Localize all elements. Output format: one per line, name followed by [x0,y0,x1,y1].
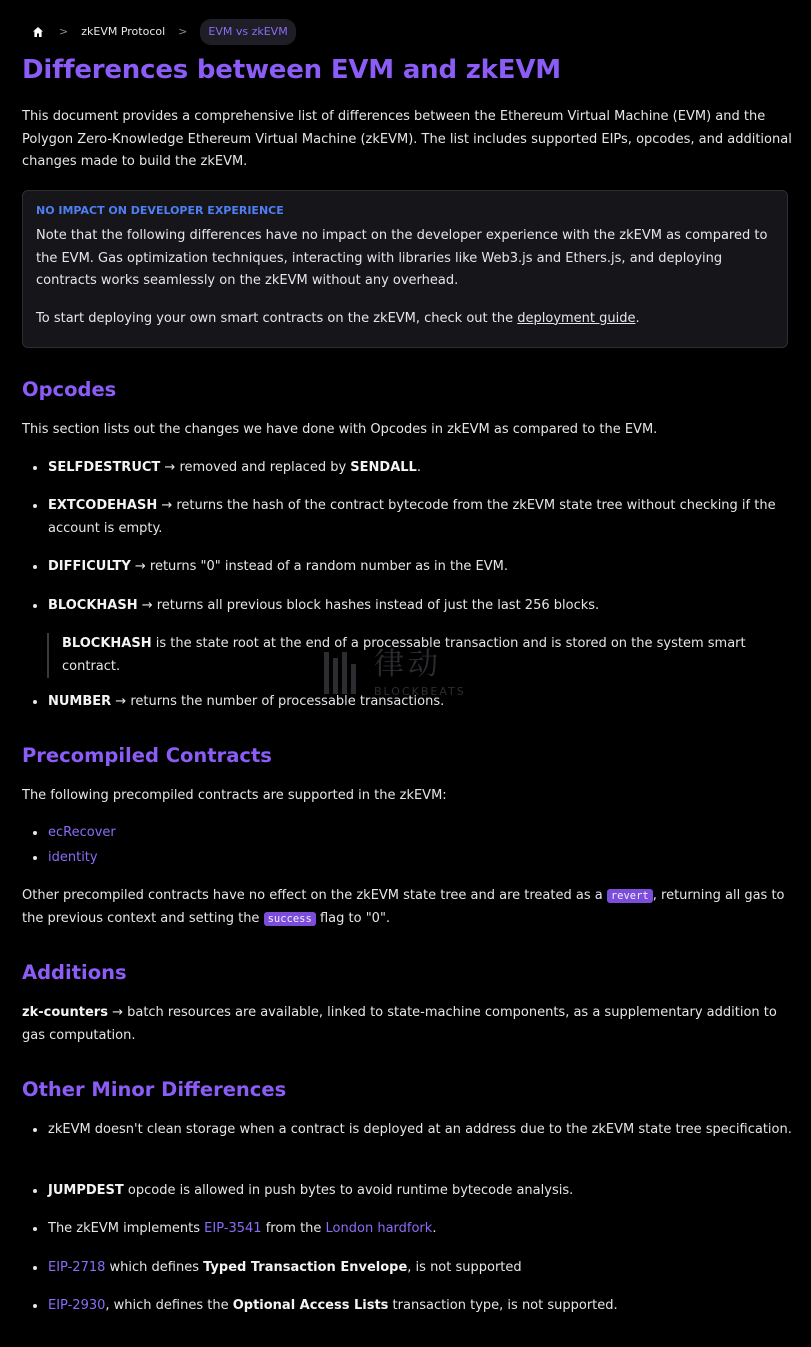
list-item [22,847,792,870]
item-text: from the [261,1221,326,1236]
opcodes-intro: This section lists out the changes we have done with Opcodes in zkEVM as compared to the EVM. [22,422,658,437]
opcode-description: → returns all previous block hashes instead of just the last 256 blocks. [137,598,600,613]
london-hardfork-link[interactable]: London hardfork [325,1221,433,1236]
additions-text: → batch resources are available, linked to state-machine components, as a supplementary addition to gas computation. [22,1005,777,1043]
list-item [22,1257,792,1280]
callout-deploy-prefix: To start deploying your own smart contracts on the zkEVM, check out the [36,310,518,326]
item-text: The zkEVM implements [48,1221,205,1236]
minor-list [22,1119,792,1142]
eip-3541-link[interactable]: EIP-3541 [204,1221,262,1236]
code-revert: revert [607,889,653,903]
note-text: is the state root at the end of a processable transaction and is stored on the system smart contract. [62,636,746,674]
opcodes-list [22,556,792,579]
item-text: which defines [105,1260,204,1275]
opcode-name: NUMBER [48,694,112,709]
deployment-guide-link[interactable]: deployment guide [517,310,636,326]
callout-deploy-text [36,308,774,331]
opcode-name: BLOCKHASH [48,598,138,613]
heading-minor-differences: Other Minor Differences [22,1078,287,1101]
item-text: opcode is allowed in push bytes to avoid runtime bytecode analysis. [123,1183,574,1198]
item-text: . [432,1221,437,1236]
text-segment: Other precompiled contracts have no effect on the zkEVM state tree and are treated as a [22,888,607,903]
precompiled-list [22,822,792,870]
list-item [22,1218,792,1241]
identity-link[interactable]: identity [48,850,98,865]
list-item [22,1295,792,1318]
item-text: , which defines the [105,1298,233,1313]
list-item [22,1180,792,1203]
blockbeats-watermark [322,646,492,706]
intro-paragraph: This document provides a comprehensive list of differences between the Ethereum Virtual Machine (EVM) and the Polygon Zero-Knowledge Ethereum Virtual Machine (zkEVM). The list includes supported EIPs, opcodes, and additional changes made to build the zkEVM. [22,109,792,169]
eip-2930-link[interactable]: EIP-2930 [48,1298,106,1313]
opcode-description: → returns the number of processable transactions. [111,694,445,709]
breadcrumb [22,20,296,44]
precompiled-other [22,885,792,930]
opcode-name: EXTCODEHASH [48,498,158,513]
callout-text: Note that the following differences have no impact on the developer experience with the zkEVM as compared to the EVM. Gas optimization techniques, interacting with libraries like Web3.js and Ethers.js, and deploying contracts works seamlessly on the zkEVM without any overhead. [36,228,768,288]
opcodes-list [22,457,792,480]
item-bold: Optional Access Lists [232,1298,389,1313]
minor-list [22,1180,792,1203]
watermark-brand: BLOCKBEATS [374,685,466,698]
heading-opcodes: Opcodes [22,378,117,401]
item-text: transaction type, is not supported. [388,1298,618,1313]
minor-list [22,1295,792,1318]
page-title: Differences between EVM and zkEVM [22,55,561,85]
breadcrumb-current[interactable]: EVM vs zkEVM [200,19,295,46]
eip-2718-link[interactable]: EIP-2718 [48,1260,106,1275]
list-item [22,457,792,480]
punctuation: . [416,460,421,475]
opcodes-list [22,595,792,618]
note-bold: BLOCKHASH [62,636,152,651]
opcode-description: → returns the hash of the contract bytecode from the zkEVM state tree without checking if the account is empty. [48,498,776,536]
heading-additions: Additions [22,961,127,984]
item-bold: Typed Transaction Envelope [203,1260,408,1275]
heading-precompiled: Precompiled Contracts [22,744,272,767]
chevron-right-icon: > [59,24,69,38]
opcode-description: → returns "0" instead of a random number as in the EVM. [130,559,508,574]
breadcrumb-parent-link[interactable]: zkEVM Protocol [81,24,166,38]
opcode-description: → removed and replaced by [160,460,351,475]
zk-counters-term: zk-counters [22,1005,108,1020]
opcode-name: SELFDESTRUCT [48,460,161,475]
minor-list [22,1218,792,1241]
info-callout [22,190,788,348]
list-item [22,556,792,579]
watermark-chinese: 律动 [374,647,442,682]
callout-deploy-suffix: . [635,310,640,326]
minor-list [22,1257,792,1280]
text-segment: , returning all gas to the previous context and setting the [22,888,785,926]
text-segment: flag to "0". [315,910,391,926]
list-item [22,822,792,845]
jumpdest-term: JUMPDEST [48,1183,124,1198]
precompiled-intro: The following precompiled contracts are supported in the zkEVM: [22,788,447,803]
opcode-replacement: SENDALL [350,460,417,475]
home-icon[interactable] [30,24,46,40]
code-success: success [264,912,316,926]
list-item: zkEVM doesn't clean storage when a contract is deployed at an address due to the zkEVM state tree specification. [22,1119,792,1142]
callout-title: NO IMPACT ON DEVELOPER EXPERIENCE [36,204,284,217]
list-item [22,595,792,618]
opcode-name: DIFFICULTY [48,559,131,574]
item-text: , is not supported [407,1260,522,1275]
list-item [22,495,792,540]
chevron-right-icon: > [178,24,188,38]
additions-paragraph [22,1002,792,1047]
opcodes-list [22,495,792,540]
ecrecover-link[interactable]: ecRecover [48,825,116,840]
